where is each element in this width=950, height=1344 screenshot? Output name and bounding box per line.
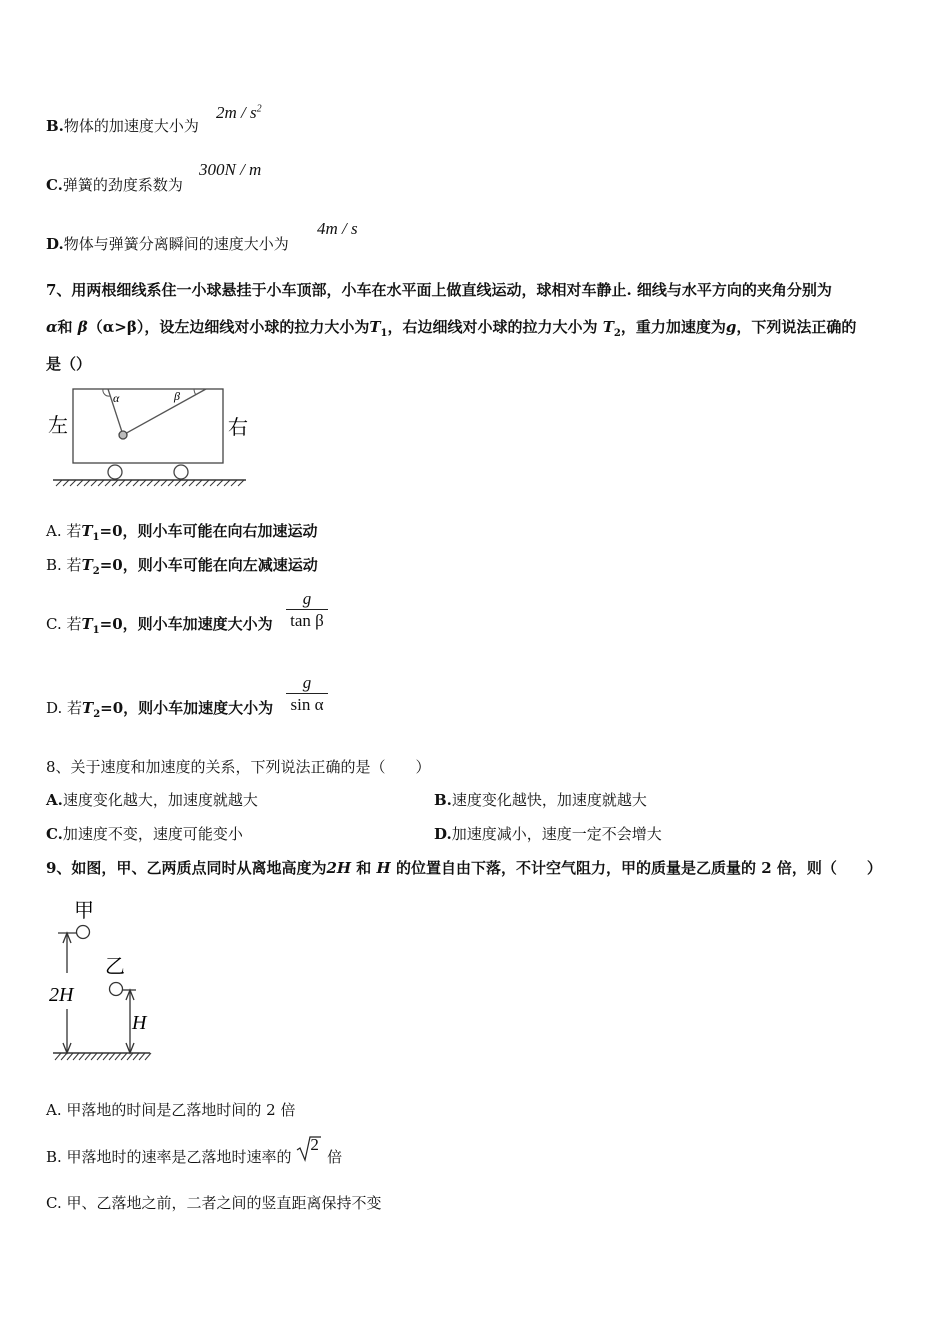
q7-option-c [46,614,273,641]
q7-stem-line2 [46,317,856,344]
ground-hatch [56,480,244,486]
left-wheel [108,465,122,479]
t-subscript: 1 [92,532,100,543]
option-text: B. 甲落地时的速率是乙落地时速率的 [46,1148,292,1166]
q9-option-a: A. 甲落地的时间是乙落地时间的 2 倍 [46,1101,296,1119]
option-prefix: C. 若 [46,615,82,633]
option-letter: D. [46,235,64,253]
math-expression: 4m / s [317,219,358,238]
stem-text: 9、如图，甲、乙两质点同时从离地高度为 [46,859,327,877]
q9-option-c: C. 甲、乙落地之前，二者之间的竖直距离保持不变 [46,1194,382,1212]
option-prefix: B. 若 [46,556,82,574]
t-symbol: T [81,522,93,540]
label-h: H [132,1012,147,1034]
alpha-symbol: α [46,318,58,336]
math-superscript: 2 [256,103,262,115]
beta-arc [194,389,196,395]
stem-text: 倍，则（ ） [776,859,882,877]
right-label: 右 [228,417,248,439]
stem-text: ，右边细线对小球的拉力大小为 [387,318,598,336]
sqrt-expression [296,1135,322,1167]
fraction-denominator: tan β [290,611,324,630]
option-text: 速度变化越大，加速度就越大 [62,791,258,809]
t1-subscript: 1 [380,328,388,339]
right-wheel [174,465,188,479]
t-symbol: T [81,556,93,574]
option-text: =0，则小车加速度大小为 [99,615,273,633]
q8-stem: 8、关于速度和加速度的关系，下列说法正确的是（ ） [46,758,431,776]
q6-option-b-math [216,103,262,123]
jia-label: 甲 [74,900,94,922]
q9-stem [46,858,882,878]
q6-option-d [46,234,289,254]
option-text: 弹簧的劲度系数为 [62,176,183,194]
option-letter: C. [46,825,63,843]
fraction-numerator: g [302,673,312,692]
yi-label: 乙 [105,956,125,978]
sqrt-radicand: 2 [310,1135,319,1154]
stem-text: 的位置自由下落，不计空气阻力，甲的质量是乙质量的 [395,859,756,877]
t-subscript: 2 [93,709,101,720]
q7-option-a [46,521,318,548]
height-h: H [376,859,391,877]
option-text: 倍 [327,1148,343,1166]
q6-option-c-math [199,160,261,180]
option-text: 加速度不变，速度可能变小 [62,825,243,843]
t-subscript: 2 [92,566,100,577]
q9-option-b [46,1135,343,1167]
fraction-numerator: g [302,589,312,608]
fraction-denominator: sin α [290,695,324,714]
option-letter: B. [46,117,64,135]
t2-subscript: 2 [613,328,621,339]
q7-option-b [46,555,318,582]
q7-stem-line1: 7、用两根细线系住一小球悬挂于小车顶部，小车在水平面上做直线运动，球相对车静止. 细线与水平方向的夹角分别为 [46,281,832,299]
option-text: 速度变化越快，加速度就越大 [451,791,647,809]
cart-body [73,389,223,463]
option-text: 加速度减小，速度一定不会增大 [451,825,662,843]
t-subscript: 1 [92,625,100,636]
option-text: 物体与弹簧分离瞬间的速度大小为 [63,235,289,253]
option-letter: B. [434,791,452,809]
q7-option-d-fraction [286,673,328,716]
option-text: =0，则小车可能在向右加速运动 [99,522,318,540]
q8-option-a [46,790,258,810]
g-symbol: g [725,318,737,336]
label-2h: 2H [49,984,74,1006]
ball [119,431,127,439]
left-label: 左 [48,415,68,437]
ground-hatch [55,1053,151,1060]
q6-option-d-math [317,219,358,239]
q7-option-c-fraction [286,589,328,632]
t1-symbol: T [369,318,381,336]
option-letter: A. [46,791,63,809]
option-text: =0，则小车可能在向左减速运动 [99,556,318,574]
option-text: 物体的加速度大小为 [63,117,199,135]
q7-option-d [46,698,273,725]
t-symbol: T [81,615,93,633]
q8-option-d [434,824,662,844]
jia-ball [77,926,90,939]
t2-symbol: T [602,318,614,336]
option-letter: C. [46,176,63,194]
math-expression: 300N / m [199,160,262,179]
option-prefix: D. 若 [46,699,83,717]
option-text: =0，则小车加速度大小为 [100,699,274,717]
q6-option-c [46,175,183,195]
q8-option-c [46,824,243,844]
option-prefix: A. 若 [46,522,82,540]
stem-text: （α>β），设左边细线对小球的拉力大小为 [87,318,370,336]
t-symbol: T [82,699,94,717]
math-expression: 2m / s [216,103,257,122]
stem-text: ，重力加速度为 [620,318,726,336]
mass-ratio: 2 [761,859,772,877]
height-2h: 2H [326,859,352,877]
q6-option-b [46,116,199,136]
beta-symbol: β [77,318,88,336]
stem-text: 和 [356,859,372,877]
stem-text: ，下列说法正确的 [736,318,857,336]
beta-label: β [174,389,180,403]
stem-text: 和 [57,318,73,336]
yi-ball [110,983,123,996]
cart-figure [46,384,256,490]
alpha-label: α [113,391,120,405]
q7-stem-line3: 是（） [46,355,92,373]
right-string [123,389,206,435]
q8-option-b [434,790,647,810]
option-letter: D. [434,825,452,843]
free-fall-figure [46,895,166,1065]
